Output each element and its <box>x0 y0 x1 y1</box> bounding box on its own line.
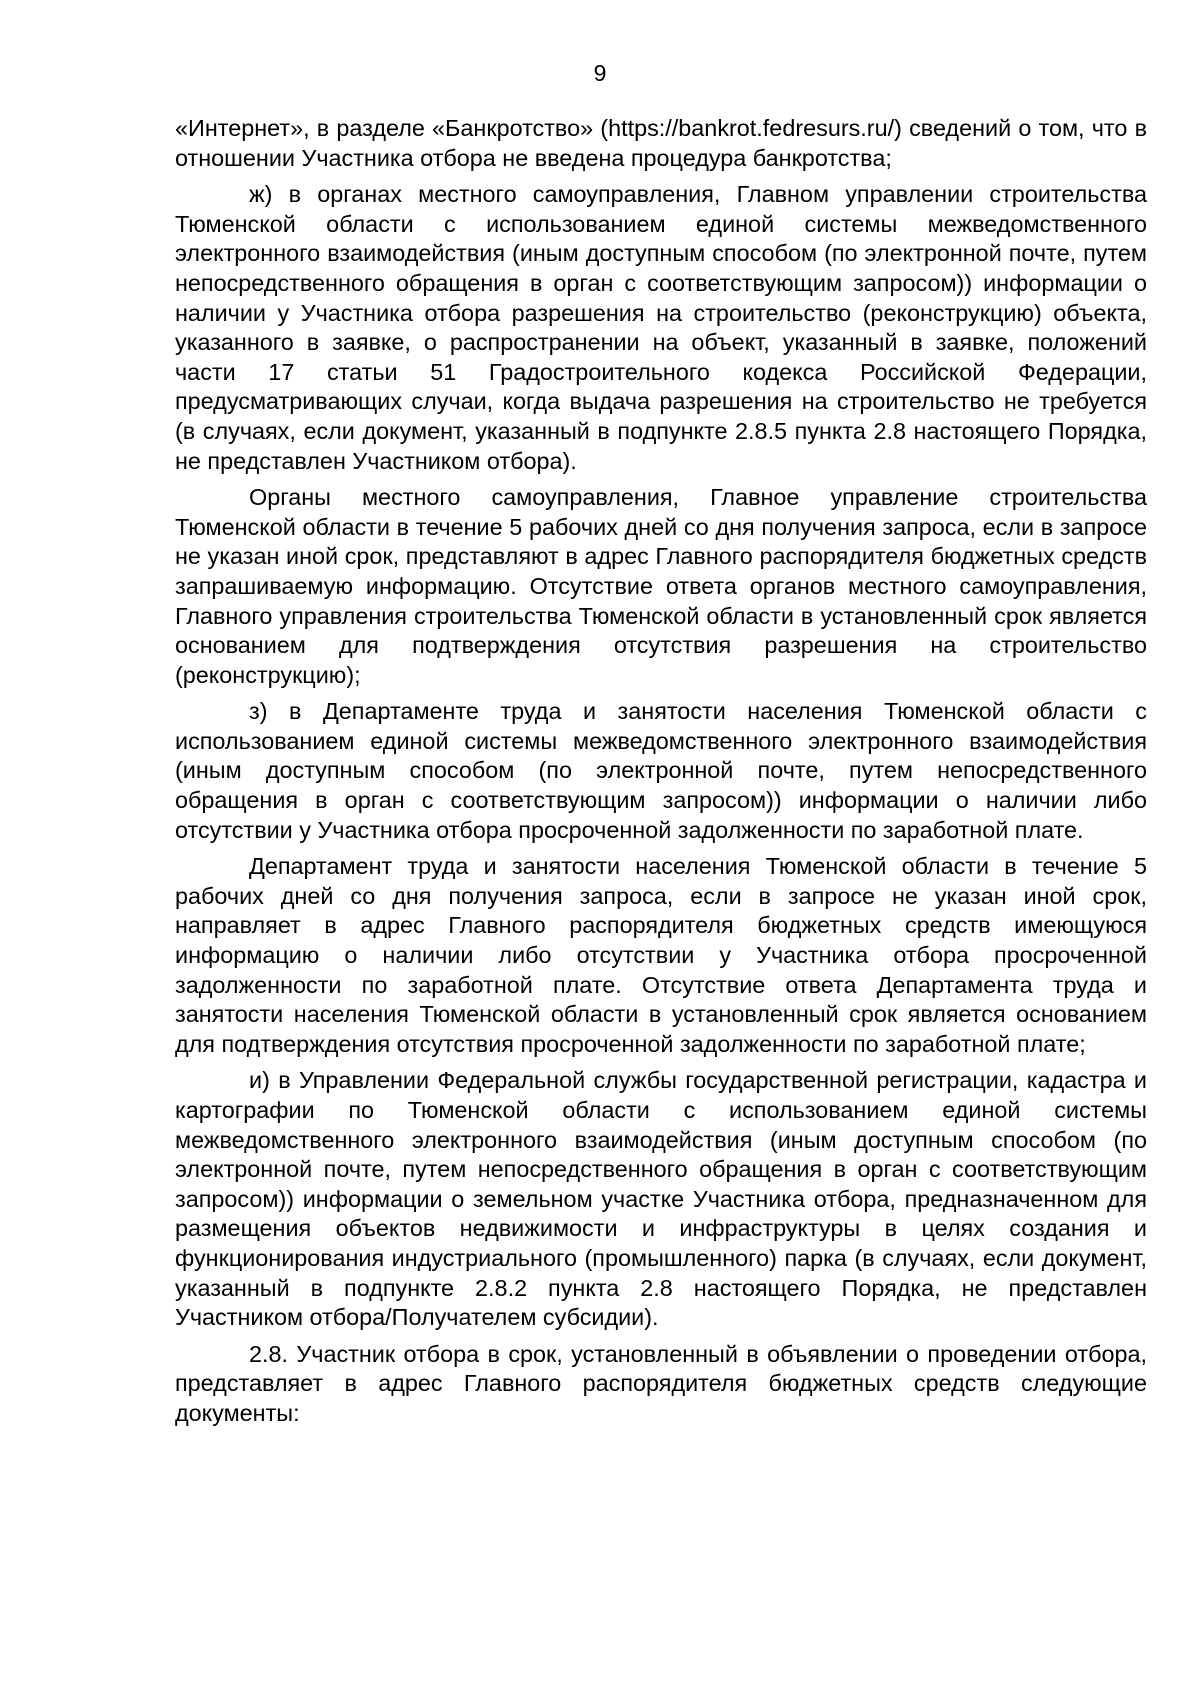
paragraph-bankruptcy-continuation: «Интернет», в разделе «Банкротство» (https://bankrot.fedresurs.ru/) сведений о том, что в отношении Участника отбора не введена процедура банкротства; <box>175 115 1147 171</box>
paragraph-labor-department-response: Департамент труда и занятости населения Тюменской области в течение 5 рабочих дней со дня получения запроса, если в запросе не указан иной срок, направляет в адрес Главного распорядителя бюджетных средств имеющуюся информацию о наличии либо отсутствии у Участника отбора просроченной задолженности по заработной плате. Отсутствие ответа Департамента труда и занятости населения Тюменской области в установленный срок является основанием для подтверждения отсутствия просроченной задолженности по заработной плате; <box>175 853 1147 1057</box>
paragraph-item-z: з) в Департаменте труда и занятости населения Тюменской области с использованием единой системы межведомственного электронного взаимодействия (иным доступным способом (по электронной почте, путем непосредственного обращения в орган с соответствующим запросом)) информации о наличии либо отсутствии у Участника отбора просроченной задолженности по заработной плате. <box>175 698 1147 843</box>
paragraph-item-zh: ж) в органах местного самоуправления, Главном управлении строительства Тюменской области с использованием единой системы межведомственного электронного взаимодействия (иным доступным способом (по электронной почте, путем непосредственного обращения в орган с соответствующим запросом)) информации о наличии у Участника отбора разрешения на строительство (реконструкцию) объекта, указанного в заявке, о распространении на объект, указанный в заявке, положений части 17 статьи 51 Градостроительного кодекса Российской Федерации, предусматривающих случаи, когда выдача разрешения на строительство не требуется (в случаях, если документ, указанный в подпункте 2.8.5 пункта 2.8 настоящего Порядка, не представлен Участником отбора). <box>175 181 1147 474</box>
paragraph-section-2-8: 2.8. Участник отбора в срок, установленный в объявлении о проведении отбора, представляет в адрес Главного распорядителя бюджетных средств следующие документы: <box>175 1340 1147 1426</box>
paragraph-local-authorities-response: Органы местного самоуправления, Главное управление строительства Тюменской области в течение 5 рабочих дней со дня получения запроса, если в запросе не указан иной срок, представляют в адрес Главного распорядителя бюджетных средств запрашиваемую информацию. Отсутствие ответа органов местного самоуправления, Главного управления строительства Тюменской области в установленный срок является основанием для подтверждения отсутствия разрешения на строительство (реконструкцию); <box>175 484 1147 688</box>
page-number: 9 <box>593 60 607 86</box>
paragraph-item-i: и) в Управлении Федеральной службы государственной регистрации, кадастра и картографии по Тюменской области с использованием единой системы межведомственного электронного взаимодействия (иным доступным способом (по электронной почте, путем непосредственного обращения в орган с соответствующим запросом)) информации о земельном участке Участника отбора, предназначенном для размещения объектов недвижимости и инфраструктуры в целях создания и функционирования индустриального (промышленного) парка (в случаях, если документ, указанный в подпункте 2.8.2 пункта 2.8 настоящего Порядка, не представлен Участником отбора/Получателем субсидии). <box>175 1067 1147 1331</box>
document-body <box>175 114 1147 1436</box>
